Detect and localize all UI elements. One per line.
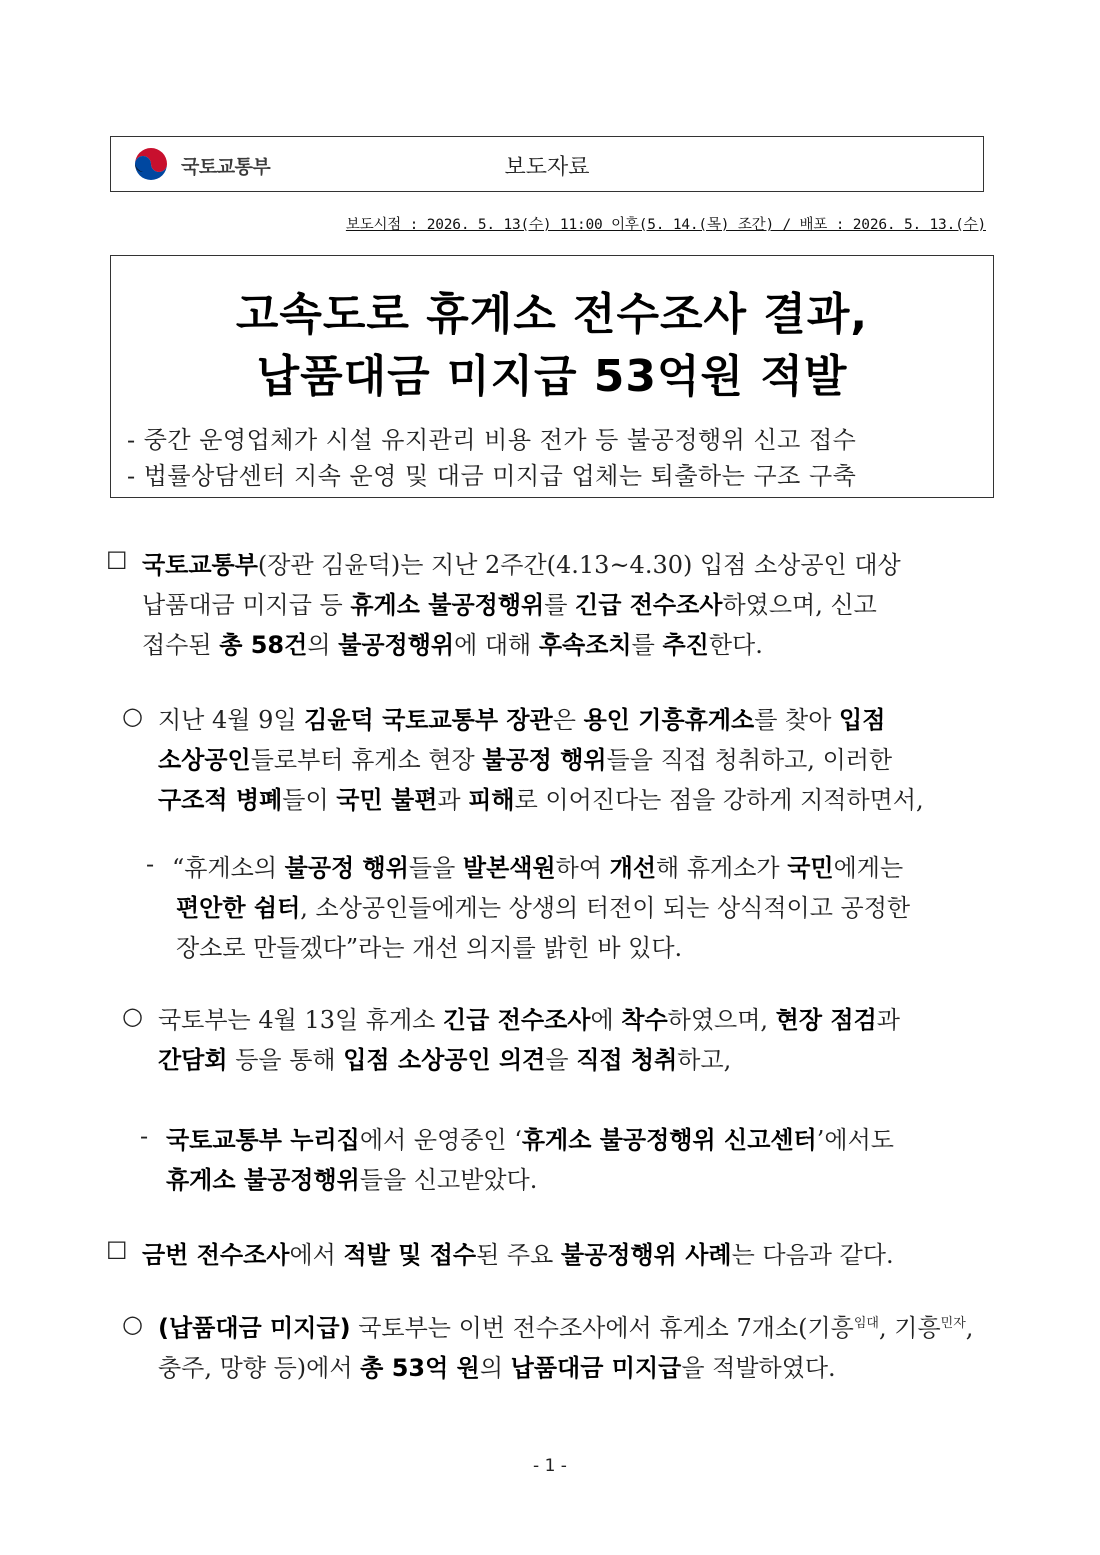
dash-bullet: - [140, 1122, 149, 1150]
paragraph-2-line-2: 소상공인들로부터 휴게소 현장 불공정 행위들을 직접 청취하고, 이러한 [158, 746, 893, 774]
paragraph-7-line-1: (납품대금 미지급) 국토부는 이번 전수조사에서 휴게소 7개소(기흥$^{임대}$, 기흥$^{민자}$, [158, 1314, 974, 1342]
box-bullet: ☐ [106, 1237, 128, 1265]
paragraph-2-line-1: 지난 4월 9일 김윤덕 국토교통부 장관은 용인 기흥휴게소를 찾아 입점 [158, 706, 886, 734]
paragraph-1-line-3: 접수된 총 58건의 불공정행위에 대해 후속조치를 추진한다. [142, 631, 763, 659]
paragraph-4-line-2: 간담회 등을 통해 입점 소상공인 의견을 직접 청취하고, [158, 1046, 732, 1074]
paragraph-3-line-1: “휴게소의 불공정 행위들을 발본색원하여 개선해 휴게소가 국민에게는 [172, 854, 904, 882]
document-type: 보도자료 [504, 155, 590, 180]
paragraph-3-line-3: 장소로 만들겠다”라는 개선 의지를 밝힌 바 있다. [176, 934, 683, 962]
subtitle-1: - 중간 운영업체가 시설 유지관리 비용 전가 등 불공정행위 신고 접수 [127, 426, 857, 454]
circle-bullet: ○ [122, 702, 143, 730]
paragraph-7-line-2: 충주, 망향 등)에서 총 53억 원의 납품대금 미지급을 적발하였다. [158, 1354, 836, 1382]
header-box [110, 136, 984, 192]
dash-bullet: - [146, 850, 155, 878]
title-box [110, 255, 994, 498]
paragraph-2-line-3: 구조적 병폐들이 국민 불편과 피해로 이어진다는 점을 강하게 지적하면서, [158, 786, 924, 814]
headline-line-1: 고속도로 휴게소 전수조사 결과, [235, 289, 869, 340]
circle-bullet: ○ [122, 1310, 143, 1338]
paragraph-5-line-2: 휴게소 불공정행위들을 신고받았다. [166, 1166, 538, 1194]
paragraph-5-line-1: 국토교통부 누리집에서 운영중인 ‘휴게소 불공정행위 신고센터’에서도 [166, 1126, 894, 1154]
ministry-name: 국토교통부 [181, 156, 271, 178]
box-bullet: ☐ [106, 547, 128, 575]
paragraph-1-line-1: 국토교통부(장관 김윤덕)는 지난 2주간(4.13~4.30) 입점 소상공인 대상 [142, 551, 901, 579]
paragraph-3-line-2: 편안한 쉼터, 소상공인들에게는 상생의 터전이 되는 상식적이고 공정한 [176, 894, 911, 922]
paragraph-1-line-2: 납품대금 미지급 등 휴게소 불공정행위를 긴급 전수조사하였으며, 신고 [142, 591, 877, 619]
page-number: - 1 - [533, 1456, 567, 1476]
headline-line-2: 납품대금 미지급 53억원 적발 [256, 351, 848, 402]
circle-bullet: ○ [122, 1002, 143, 1030]
paragraph-4-line-1: 국토부는 4월 13일 휴게소 긴급 전수조사에 착수하였으며, 현장 점검과 [158, 1006, 900, 1034]
release-info: 보도시점 : 2026. 5. 13(수) 11:00 이후(5. 14.(목) 조간) / 배포 : 2026. 5. 13.(수) [345, 217, 986, 233]
paragraph-6-line-1: 금번 전수조사에서 적발 및 접수된 주요 불공정행위 사례는 다음과 같다. [142, 1241, 894, 1269]
subtitle-2: - 법률상담센터 지속 운영 및 대금 미지급 업체는 퇴출하는 구조 구축 [127, 462, 857, 490]
